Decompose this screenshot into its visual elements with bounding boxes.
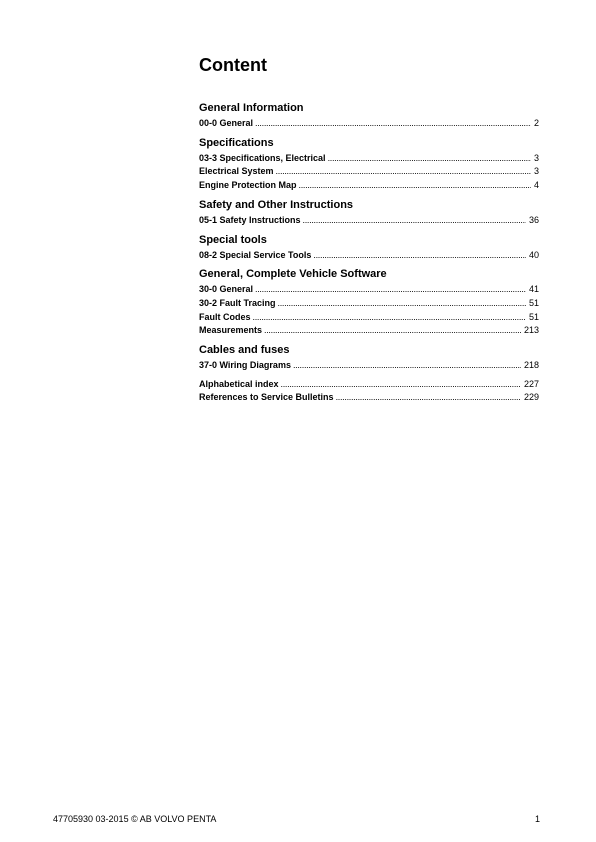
toc-entry[interactable] xyxy=(199,249,539,263)
toc-entry[interactable] xyxy=(199,117,539,131)
dot-leader xyxy=(264,324,521,338)
toc-entry-page: 40 xyxy=(528,249,539,260)
dot-leader xyxy=(293,359,521,373)
toc-entry[interactable] xyxy=(199,179,539,193)
dot-leader xyxy=(278,297,526,311)
page-title: Content xyxy=(199,55,267,75)
toc-entry-page: 51 xyxy=(528,297,539,308)
toc-entry[interactable] xyxy=(199,165,539,179)
section-heading: Cables and fuses xyxy=(199,344,290,357)
toc-entry-label: Alphabetical index xyxy=(199,378,279,389)
toc-entry-label: 30-2 Fault Tracing xyxy=(199,297,276,308)
section-heading: Specifications xyxy=(199,136,274,149)
toc-entry-label: 30-0 General xyxy=(199,284,254,295)
page-footer xyxy=(53,814,540,824)
toc-entry-page: 36 xyxy=(528,214,539,225)
toc-entry[interactable] xyxy=(199,297,539,311)
table-of-contents xyxy=(199,101,539,405)
dot-leader xyxy=(276,165,531,179)
toc-entry-label: 08-2 Special Service Tools xyxy=(199,249,312,260)
toc-entry-label: 03-3 Specifications, Electrical xyxy=(199,152,326,163)
toc-section xyxy=(199,136,539,193)
toc-section xyxy=(199,233,539,263)
dot-leader xyxy=(253,311,526,325)
section-heading: General, Complete Vehicle Software xyxy=(199,268,387,281)
toc-entry-label: 00-0 General xyxy=(199,118,254,128)
toc-entry-label: References to Service Bulletins xyxy=(199,392,334,403)
toc-entry-label: Electrical System xyxy=(199,166,274,177)
footer-document-info: 47705930 03-2015 © AB VOLVO PENTA xyxy=(53,814,217,824)
footer-page-number: 1 xyxy=(534,814,540,824)
toc-entry-page: 3 xyxy=(533,166,539,177)
toc-section xyxy=(199,343,539,373)
dot-leader xyxy=(299,179,531,193)
toc-section xyxy=(199,267,539,338)
toc-entry[interactable] xyxy=(199,214,539,228)
section-heading: Special tools xyxy=(199,233,267,246)
dot-leader xyxy=(281,378,521,392)
toc-section xyxy=(199,198,539,228)
toc-entry-page: 41 xyxy=(528,284,539,295)
toc-entry[interactable] xyxy=(199,391,539,405)
toc-entry-page: 2 xyxy=(533,118,539,128)
section-heading: Safety and Other Instructions xyxy=(199,198,354,211)
toc-entry[interactable] xyxy=(199,324,539,338)
section-heading: General Information xyxy=(199,102,304,114)
toc-entry[interactable] xyxy=(199,378,539,392)
toc-entry[interactable] xyxy=(199,152,539,166)
dot-leader xyxy=(313,249,526,263)
toc-entry[interactable] xyxy=(199,283,539,297)
index-entries xyxy=(199,378,539,405)
toc-entry[interactable] xyxy=(199,359,539,373)
toc-entry-page: 229 xyxy=(523,392,539,403)
dot-leader xyxy=(303,214,526,228)
toc-entry-page: 51 xyxy=(528,311,539,322)
dot-leader xyxy=(255,117,531,131)
toc-entry-page: 4 xyxy=(533,180,539,191)
toc-entry-label: Measurements xyxy=(199,325,263,336)
toc-entry-page: 218 xyxy=(523,360,539,371)
dot-leader xyxy=(336,391,521,405)
dot-leader xyxy=(328,152,531,166)
toc-section xyxy=(199,101,539,131)
toc-entry-page: 213 xyxy=(523,325,539,336)
toc-entry-label: Engine Protection Map xyxy=(199,180,297,191)
toc-entry-label: Fault Codes xyxy=(199,311,251,322)
dot-leader xyxy=(255,283,526,297)
toc-entry-label: 05-1 Safety Instructions xyxy=(199,214,301,225)
toc-entry-label: 37-0 Wiring Diagrams xyxy=(199,360,291,371)
toc-entry[interactable] xyxy=(199,311,539,325)
toc-entry-page: 227 xyxy=(523,378,539,389)
toc-entry-page: 3 xyxy=(533,152,539,163)
